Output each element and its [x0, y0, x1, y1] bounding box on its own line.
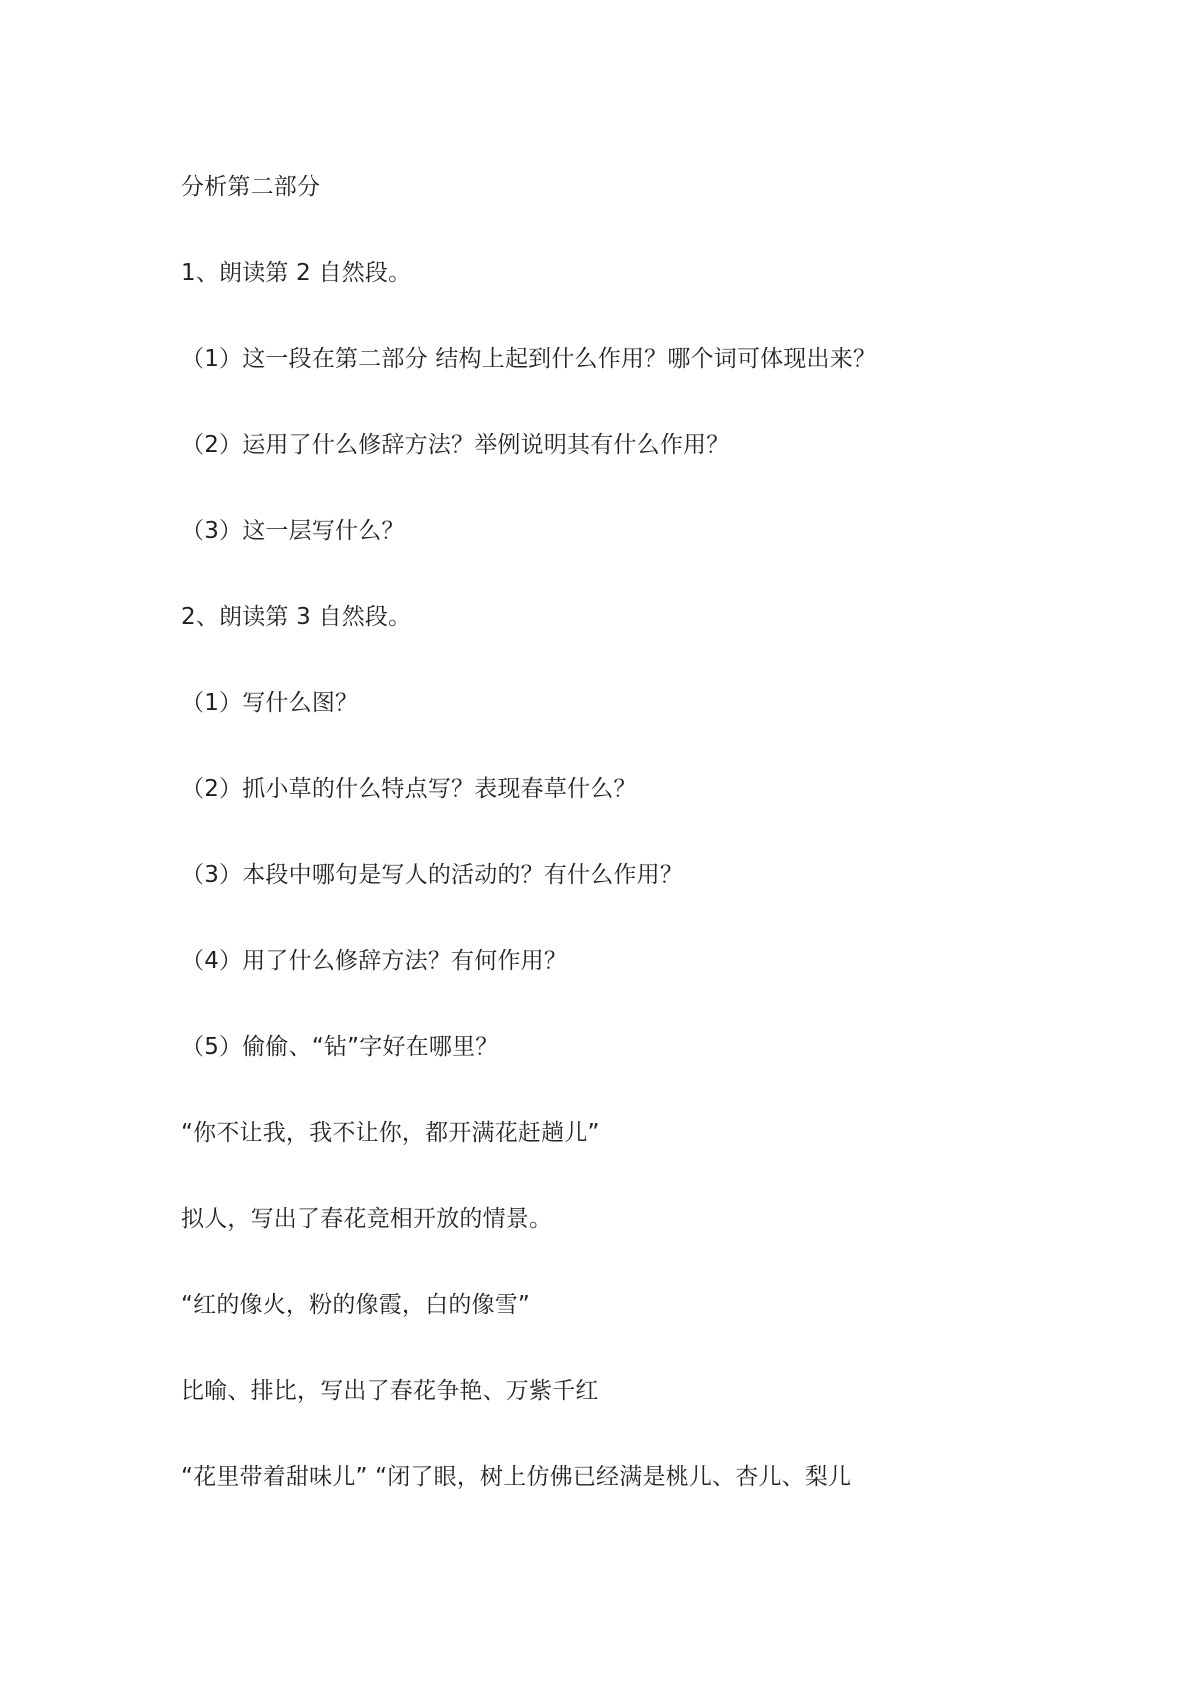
question-1-1: （1）这一段在第二部分 结构上起到什么作用？哪个词可体现出来？ — [181, 346, 877, 372]
quote-3: “花里带着甜味儿” “闭了眼，树上仿佛已经满是桃儿、杏儿、梨儿 — [181, 1464, 852, 1490]
question-2-3: （3）本段中哪句是写人的活动的？有什么作用？ — [181, 862, 684, 888]
question-2-2: （2）抓小草的什么特点写？表现春草什么？ — [181, 776, 637, 802]
item-2-heading: 2、朗读第 3 自然段。 — [181, 604, 412, 630]
question-1-2: （2）运用了什么修辞方法？举例说明其有什么作用？ — [181, 432, 730, 458]
question-1-3: （3）这一层写什么？ — [181, 518, 405, 544]
document-body — [181, 170, 1081, 1546]
question-2-4: （4）用了什么修辞方法？有何作用？ — [181, 948, 568, 974]
item-1-heading: 1、朗读第 2 自然段。 — [181, 260, 412, 286]
quote-1: “你不让我，我不让你，都开满花赶趟儿” — [181, 1120, 600, 1146]
answer-1: 拟人，写出了春花竞相开放的情景。 — [181, 1206, 553, 1232]
question-2-1: （1）写什么图？ — [181, 690, 359, 716]
question-2-5: （5）偷偷、“钻”字好在哪里？ — [181, 1034, 499, 1060]
quote-2: “红的像火，粉的像霞，白的像雪” — [181, 1292, 531, 1318]
section-heading: 分析第二部分 — [181, 174, 321, 200]
answer-2: 比喻、排比，写出了春花争艳、万紫千红 — [181, 1378, 599, 1404]
